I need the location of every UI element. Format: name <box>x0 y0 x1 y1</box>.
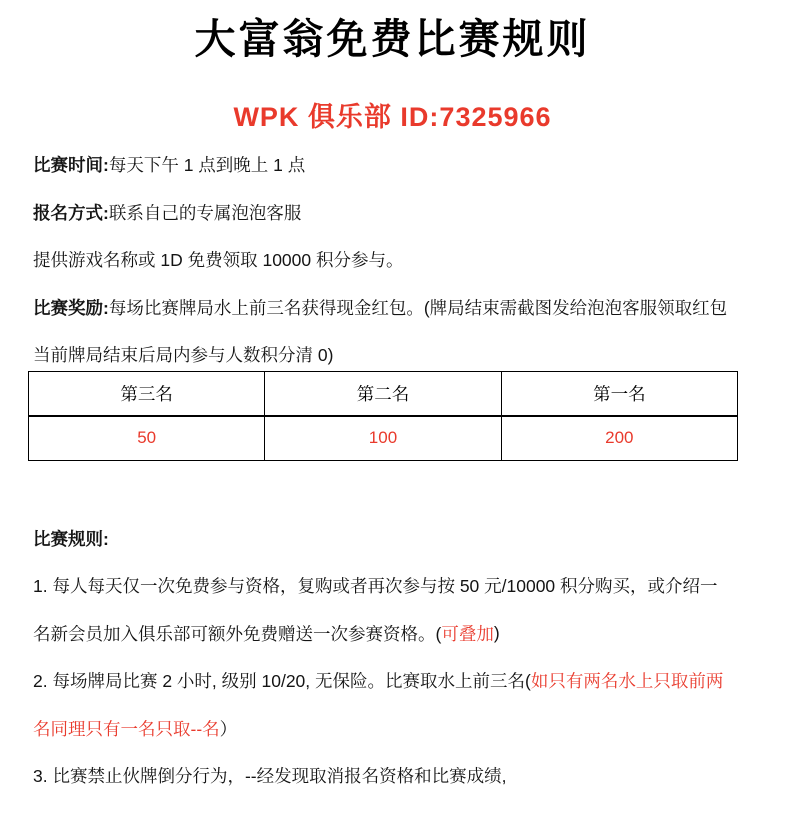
value-cell-third-place: 50 <box>29 416 265 460</box>
line-match-time <box>33 141 743 189</box>
club-id-subtitle: WPK 俱乐部 ID:7325966 <box>233 102 552 132</box>
rule-3-text: 3. 比赛禁止伙牌倒分行为，--经发现取消报名资格和比赛成绩, <box>33 766 507 787</box>
rule-1-stackable-note: 可叠加 <box>441 623 494 644</box>
prize-table-value-row <box>29 416 738 460</box>
rule-2-close-paren: ） <box>219 718 238 739</box>
header-cell-second-place: 第二名 <box>265 371 501 416</box>
rule-1-line-2 <box>33 610 743 658</box>
rule-2-line-1 <box>33 657 743 705</box>
rule-1-close-paren: ) <box>493 622 500 643</box>
value-cell-first-place: 200 <box>501 416 737 460</box>
rule-1-text-continued: 名新会员加入俱乐部可额外免费赠送一次参赛资格。( <box>33 623 442 644</box>
document-body <box>0 132 785 800</box>
line-signup-method <box>33 189 743 237</box>
rules-section <box>33 515 743 800</box>
reward-text-part1: 每场比赛牌局水上前三名获得现金红包。(牌局结束需截图发给泡泡客服领取红包 <box>108 297 728 318</box>
rule-2-red-note-part2: 名同理只有一名只取--名 <box>33 718 220 739</box>
reward-text-part2: 当前牌局结束后局内参与人数积分清 0) <box>33 345 334 366</box>
match-time-text: 每天下午 1 点到晚上 1 点 <box>108 155 306 176</box>
reward-label: 比赛奖励: <box>33 297 109 318</box>
rule-2-line-2 <box>33 705 743 753</box>
line-provide-info <box>33 236 743 284</box>
header-cell-third-place: 第三名 <box>29 371 265 416</box>
value-cell-second-place: 100 <box>265 416 501 460</box>
rule-3-line <box>33 752 743 800</box>
header-cell-first-place: 第一名 <box>501 371 737 416</box>
line-reward <box>33 284 743 332</box>
rule-1-text: 1. 每人每天仅一次免费参与资格，复购或者再次参与按 50 元/10000 积分购买，或介绍一 <box>33 576 718 597</box>
rule-2-text: 2. 每场牌局比赛 2 小时, 级别 10/20, 无保险。比赛取水上前三名( <box>33 671 531 692</box>
prize-table <box>28 371 738 461</box>
prize-table-header-row <box>29 371 738 416</box>
rule-1-line-1 <box>33 562 743 610</box>
match-time-label: 比赛时间: <box>33 155 109 176</box>
signup-method-text: 联系自己的专属泡泡客服 <box>108 202 302 223</box>
rule-2-red-note-part1: 如只有两名水上只取前两 <box>530 671 724 692</box>
rules-heading-line <box>33 515 743 563</box>
signup-method-label: 报名方式: <box>33 202 109 223</box>
page-title: 大富翁免费比赛规则 <box>194 16 591 62</box>
rules-heading: 比赛规则: <box>33 528 109 549</box>
provide-info-text: 提供游戏名称或 1D 免费领取 10000 积分参与。 <box>33 250 404 271</box>
